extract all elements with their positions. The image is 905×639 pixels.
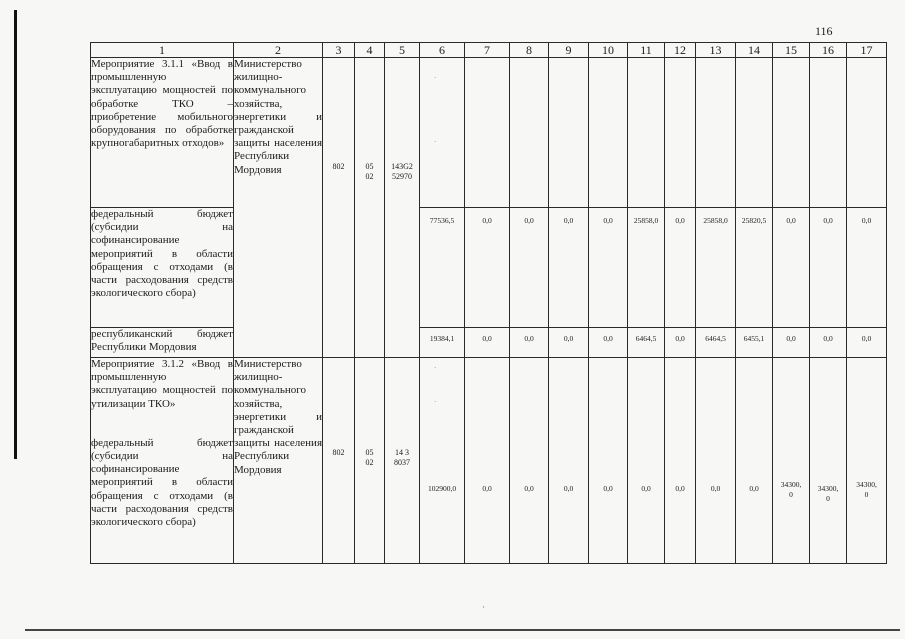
table-row bbox=[91, 358, 887, 564]
col-header-9: 9 bbox=[549, 43, 589, 58]
col-header-12: 12 bbox=[665, 43, 696, 58]
value-cell: 0,0 bbox=[847, 328, 887, 358]
value-cell: 0,0 bbox=[549, 328, 589, 358]
scan-speck: · bbox=[482, 602, 485, 612]
funding-source-name: республиканский бюджет Республики Мордовия bbox=[91, 328, 234, 358]
value-cell: 0,0 bbox=[589, 328, 628, 358]
table-row bbox=[91, 328, 887, 358]
value-cell: 0,0 bbox=[510, 328, 549, 358]
col-header-5: 5 bbox=[385, 43, 420, 58]
col-header-13: 13 bbox=[696, 43, 736, 58]
value-cell: 0,0 bbox=[589, 208, 628, 328]
col-header-2: 2 bbox=[234, 43, 323, 58]
funding-source-name: федеральный бюджет (субсидии на софинансирование мероприятий в области обращения с отходами (в части расходования средств экологического сбора) bbox=[91, 436, 233, 529]
value-cell: 0,0 bbox=[665, 208, 696, 328]
footer-rule bbox=[25, 629, 900, 631]
table-row bbox=[91, 58, 887, 208]
code-csr: 14 3 8037 bbox=[394, 448, 410, 467]
value-cell: 0,0 bbox=[665, 328, 696, 358]
code-rzpr-cell bbox=[355, 358, 385, 564]
value-cell: 0,0 bbox=[628, 358, 665, 564]
table-row bbox=[91, 208, 887, 328]
value-cell: 6464,5 bbox=[696, 328, 736, 358]
col-header-17: 17 bbox=[847, 43, 887, 58]
value-cell: 6455,1 bbox=[736, 328, 773, 358]
code-csr-cell bbox=[385, 58, 420, 358]
funding-source-name: федеральный бюджет (субсидии на софинансирование мероприятий в области обращения с отходами (в части расходования средств экологического сбора) bbox=[91, 208, 234, 328]
code-grbs-cell bbox=[323, 58, 355, 358]
col-header-3: 3 bbox=[323, 43, 355, 58]
value-cell: 0,0 bbox=[696, 358, 736, 564]
code-grbs-cell bbox=[323, 358, 355, 564]
value-cell: 0,0 bbox=[773, 328, 810, 358]
value-cell: 34300, 0 bbox=[847, 358, 887, 564]
value-cell: 0,0 bbox=[465, 328, 510, 358]
value-cell: 34300, 0 bbox=[773, 358, 810, 564]
col-header-16: 16 bbox=[810, 43, 847, 58]
budget-table bbox=[90, 42, 887, 564]
col-header-11: 11 bbox=[628, 43, 665, 58]
col-header-6: 6 bbox=[420, 43, 465, 58]
value-cell: 0,0 bbox=[810, 328, 847, 358]
value-cell: 0,0 bbox=[465, 208, 510, 328]
header-row bbox=[91, 43, 887, 58]
code-grbs: 802 bbox=[332, 162, 345, 171]
value-cell: 0,0 bbox=[510, 358, 549, 564]
col-header-14: 14 bbox=[736, 43, 773, 58]
value-cell: 34300, 0 bbox=[810, 358, 847, 564]
value-cell: 0,0 bbox=[847, 208, 887, 328]
code-grbs: 802 bbox=[332, 448, 345, 457]
code-rzpr: 05 02 bbox=[365, 162, 374, 181]
value-cell: 77536,5 bbox=[420, 208, 465, 328]
value-cell: · · 102900,0 bbox=[420, 358, 465, 564]
col-header-4: 4 bbox=[355, 43, 385, 58]
value-cell: 0,0 bbox=[736, 358, 773, 564]
value-cell: 0,0 bbox=[665, 358, 696, 564]
value-cell: 0,0 bbox=[589, 358, 628, 564]
col-header-8: 8 bbox=[510, 43, 549, 58]
value-cell: 25858,0 bbox=[628, 208, 665, 328]
col-header-10: 10 bbox=[589, 43, 628, 58]
binding-margin-line bbox=[14, 10, 17, 459]
measure-name: Мероприятие 3.1.2 «Ввод в промышленную эксплуатацию мощностей по утилизации ТКО» федеральный бюджет (субсидии на софинансирование мероприятий в области обращения с отходами (в части расходования средств экологического сбора) bbox=[91, 358, 234, 564]
value-cell: 19384,1 bbox=[420, 328, 465, 358]
col-header-1: 1 bbox=[91, 43, 234, 58]
value-cell: 25820,5 bbox=[736, 208, 773, 328]
value-cell: 0,0 bbox=[773, 208, 810, 328]
responsible-executor: Министерство жилищно-коммунального хозяйства, энергетики и гражданской защиты населения Республики Мордовия bbox=[234, 58, 323, 358]
code-rzpr: 05 02 bbox=[365, 448, 374, 467]
measure-name: Мероприятие 3.1.1 «Ввод в промышленную эксплуатацию мощностей по обработке ТКО – приобретение мобильного оборудования по обработке крупногабаритных отходов» bbox=[91, 58, 234, 208]
value-cell: 0,0 bbox=[810, 208, 847, 328]
col-header-15: 15 bbox=[773, 43, 810, 58]
value-cell: 0,0 bbox=[510, 208, 549, 328]
responsible-executor: Министерство жилищно-коммунального хозяйства, энергетики и гражданской защиты населения Республики Мордовия bbox=[234, 358, 323, 564]
code-rzpr-cell bbox=[355, 58, 385, 358]
scan-mark-cell: · · bbox=[420, 58, 465, 208]
value-cell: 0,0 bbox=[549, 208, 589, 328]
code-csr: 143G2 52970 bbox=[391, 162, 413, 181]
col-header-7: 7 bbox=[465, 43, 510, 58]
value-cell: 0,0 bbox=[549, 358, 589, 564]
page-number: 116 bbox=[815, 24, 833, 38]
value-cell: 25858,0 bbox=[696, 208, 736, 328]
code-csr-cell bbox=[385, 358, 420, 564]
value-cell: 0,0 bbox=[465, 358, 510, 564]
value-cell: 6464,5 bbox=[628, 328, 665, 358]
